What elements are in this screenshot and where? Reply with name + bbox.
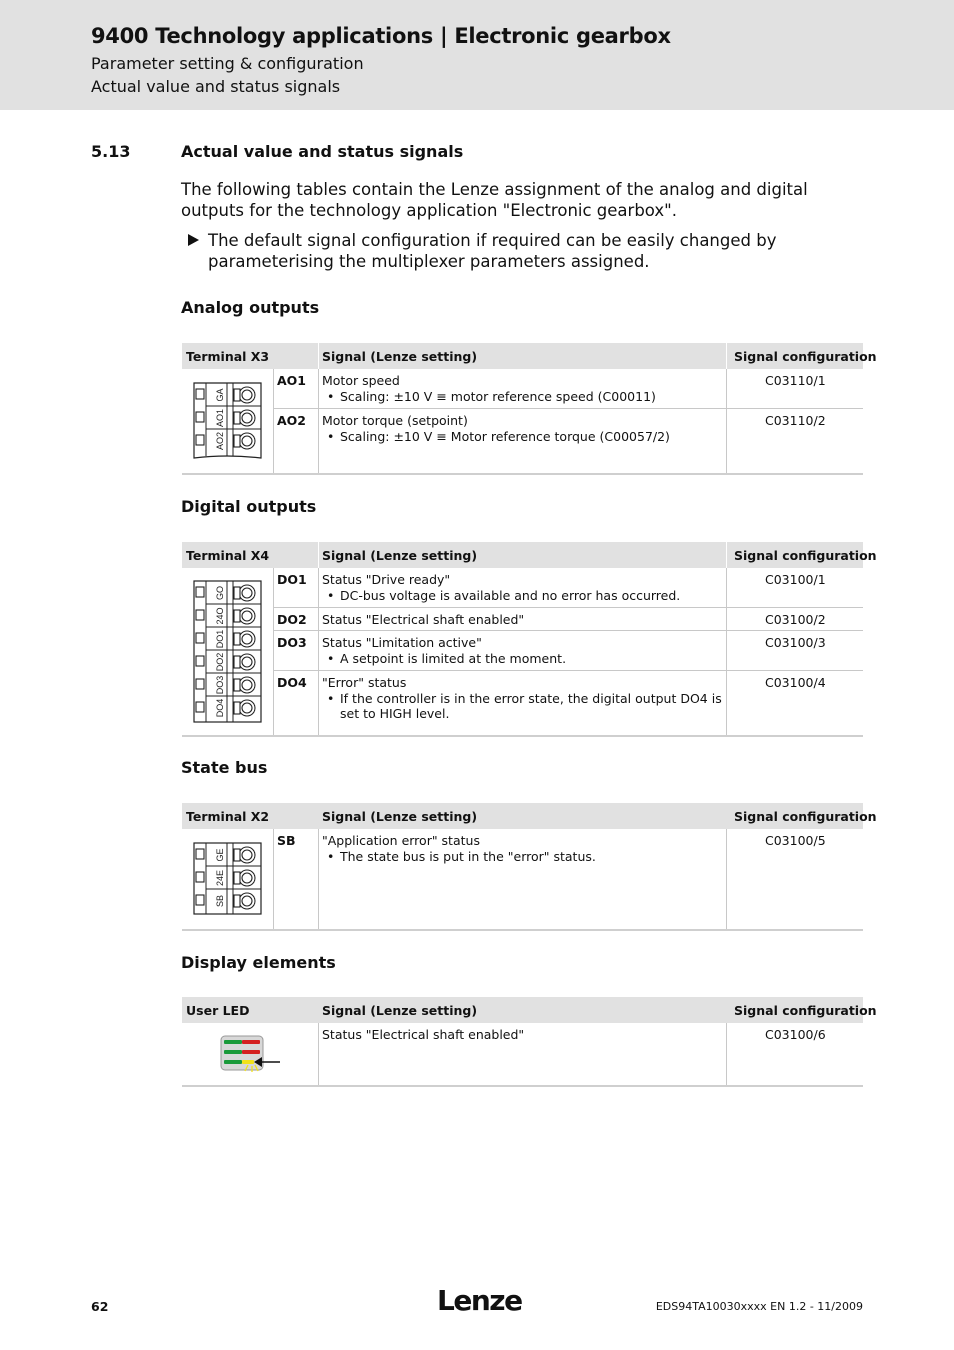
terminal-label: GE (215, 848, 225, 862)
terminal-label: DO4 (215, 698, 225, 718)
chapter-subtitle: Parameter setting & configuration (91, 54, 364, 73)
section-number: 5.13 (91, 142, 131, 161)
row-signal: Status "Drive ready" (322, 572, 451, 587)
section-subtitle: Actual value and status signals (91, 77, 341, 96)
analog-outputs-table: Terminal X3 Signal (Lenze setting) Signal configuration GA AO1 AO2 AO1 Motor speed • Scaling: ±10 V ≡ motor reference speed (C00011) C03110/1 AO2 Motor torque (setpoint) • Scaling: ±10 V ≡ Motor reference torque (C00057/2) C03110/2 (182, 343, 863, 475)
page-number: 62 (91, 1299, 109, 1314)
state-bus-table: Terminal X2 Signal (Lenze setting) Signal configuration GE 24E SB SB "Application error" status • The state bus is put in the "error" status. C03100/5 (182, 803, 863, 931)
terminal-x2-diagram (193, 842, 263, 916)
state-bus-heading: State bus (181, 758, 268, 777)
terminal-label: GA (215, 388, 225, 402)
col-config: Signal configuration (734, 809, 877, 824)
analog-outputs-heading: Analog outputs (181, 298, 320, 317)
terminal-label: 24O (215, 607, 225, 625)
row-label: SB (277, 833, 296, 848)
col-user-led: User LED (186, 1003, 250, 1018)
row-signal: Status "Electrical shaft enabled" (322, 612, 525, 627)
row-label: DO4 (277, 675, 307, 690)
row-signal: Motor speed (322, 373, 400, 388)
row-label: DO2 (277, 612, 307, 627)
row-signal: Motor torque (setpoint) (322, 413, 468, 428)
col-signal: Signal (Lenze setting) (322, 809, 478, 824)
row-signal: Status "Limitation active" (322, 635, 482, 650)
col-signal: Signal (Lenze setting) (322, 349, 478, 364)
row-config: C03100/5 (765, 833, 826, 848)
document-title: 9400 Technology applications | Electronic gearbox (91, 24, 671, 48)
terminal-label: DO1 (215, 629, 225, 649)
row-signal: Status "Electrical shaft enabled" (322, 1027, 525, 1042)
col-signal: Signal (Lenze setting) (322, 1003, 478, 1018)
terminal-label: DO2 (215, 652, 225, 672)
terminal-label: GO (215, 585, 225, 601)
row-label: DO3 (277, 635, 307, 650)
col-config: Signal configuration (734, 548, 877, 563)
note-text: The default signal configuration if required can be easily changed by parameterising the multiplexer parameters assigned. (208, 231, 777, 271)
digital-outputs-table: Terminal X4 Signal (Lenze setting) Signal configuration GO 24O DO1 DO2 DO3 DO4 DO1 Status "Drive ready" • DC-bus voltage is available and no error has occurred. C03100/1 DO2 Status "Electrical shaft enabled" C03100/2 DO3 Status "Limitation active" • A setpoint is limited at the moment. C03100/3 DO4 "Error" status • If the controller is in the error state, the digital output DO4 is set to HIGH level. C03100/4 (182, 542, 863, 738)
display-elements-table (182, 997, 877, 1089)
col-signal: Signal (Lenze setting) (322, 548, 478, 563)
col-terminal: Terminal X2 (186, 809, 270, 824)
row-label: AO2 (277, 413, 306, 428)
terminal-x3-diagram (193, 382, 263, 460)
terminal-label: SB (215, 894, 225, 908)
col-terminal: Terminal X3 (186, 349, 270, 364)
row-config: C03110/2 (765, 413, 826, 428)
terminal-label: DO3 (215, 675, 225, 695)
lenze-logo: Lenze (437, 1284, 522, 1317)
row-config: C03100/2 (765, 612, 826, 627)
display-elements-heading: Display elements (181, 953, 336, 972)
row-config: C03100/4 (765, 675, 826, 690)
terminal-label: AO2 (215, 431, 225, 451)
intro-paragraph: The following tables contain the Lenze assignment of the analog and digital outputs for the technology application "Electronic gearbox". (181, 180, 808, 220)
row-label: DO1 (277, 572, 307, 587)
digital-outputs-heading: Digital outputs (181, 497, 317, 516)
row-signal: "Error" status (322, 675, 407, 690)
document-id: EDS94TA10030xxxx EN 1.2 - 11/2009 (655, 1300, 863, 1313)
row-config: C03110/1 (765, 373, 826, 388)
section-title: Actual value and status signals (181, 142, 464, 161)
terminal-x4-diagram (193, 580, 263, 724)
row-label: AO1 (277, 373, 306, 388)
row-config: C03100/3 (765, 635, 826, 650)
col-config: Signal configuration (734, 349, 877, 364)
col-config: Signal configuration (734, 1003, 877, 1018)
row-config: C03100/6 (765, 1027, 826, 1042)
user-led-icon (220, 1035, 282, 1077)
terminal-label: AO1 (215, 408, 225, 428)
note-arrow-icon (188, 234, 199, 246)
col-terminal: Terminal X4 (186, 548, 270, 563)
row-signal: "Application error" status (322, 833, 480, 848)
terminal-label: 24E (215, 869, 225, 887)
row-config: C03100/1 (765, 572, 826, 587)
